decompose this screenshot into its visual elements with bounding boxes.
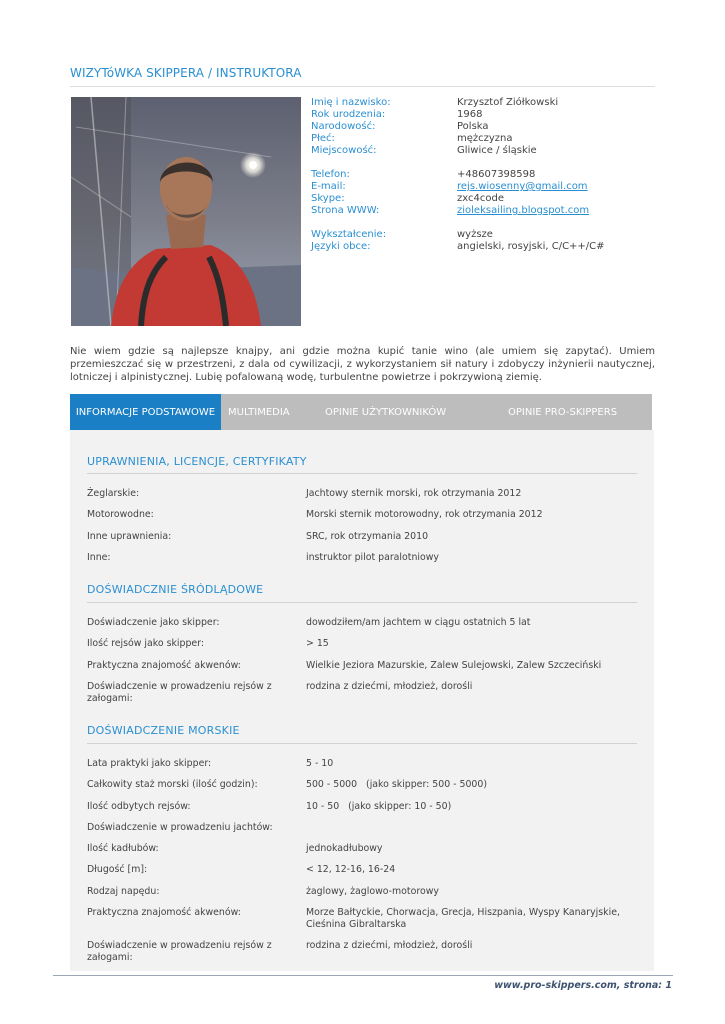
bio-text: Nie wiem gdzie są najlepsze knajpy, ani gdzie można kupić tanie wino (ale umiem się zapytać). Umiem przemieszczać się w przestrzeni, z dala od cywilizacji, z wykorzystaniem sił natury i zdobyczy inżynierii nautycznej, lotniczej i alpinistycznej. Lubię pofalowaną wodę, turbulentne powietrze i pokrzywioną ziemię. [70,346,655,383]
detail-label: Lata praktyki jako skipper: [87,758,212,769]
detail-label: Inne: [87,551,111,563]
detail-label: Żeglarskie: [87,488,140,499]
detail-row [87,843,637,864]
detail-value: 500 - 5000 (jako skipper: 500 - 5000) [306,779,488,791]
info-label: Wykształcenie: [311,229,387,240]
detail-row [87,801,637,822]
detail-label: Doświadczenie w prowadzeniu jachtów: [87,821,273,833]
sea-experience-list [87,758,637,973]
info-row-nationality [311,121,656,133]
section-divider [87,743,637,744]
detail-label: Doświadczenie jako skipper: [87,617,220,628]
tab-basic-info[interactable]: INFORMACJE PODSTAWOWE [70,394,221,430]
info-row-email [311,181,656,193]
detail-value: Jachtowy sternik morski, rok otrzymania 2012 [306,488,522,499]
basic-info-panel [70,430,654,971]
detail-label: Ilość rejsów jako skipper: [87,638,205,650]
detail-value: > 15 [306,638,329,650]
tab-multimedia[interactable]: MULTIMEDIA [228,407,290,418]
website-link[interactable]: zioleksailing.blogspot.com [457,205,590,216]
spacer [311,217,656,229]
detail-row [87,907,637,940]
email-link[interactable]: rejs.wiosenny@gmail.com [457,181,588,192]
info-row-name [311,97,656,109]
detail-value: rodzina z dziećmi, młodzież, dorośli [306,680,473,692]
info-label: Imię i nazwisko: [311,97,391,108]
detail-value: żaglowy, żaglowo-motorowy [306,885,439,897]
info-value: +48607398598 [457,169,536,180]
info-value: mężczyzna [457,133,513,144]
tab-bar [70,394,652,430]
info-row-languages [311,241,656,253]
info-value: wyższe [457,229,493,240]
section-divider [87,473,637,474]
detail-value: 10 - 50 (jako skipper: 10 - 50) [306,800,452,812]
detail-row [87,758,637,779]
detail-label: Doświadczenie w prowadzeniu rejsów z załogami: [87,940,272,964]
detail-value: SRC, rok otrzymania 2010 [306,530,429,542]
detail-label: Praktyczna znajomość akwenów: [87,907,241,919]
inland-experience-list [87,617,637,714]
info-value: zxc4code [457,193,504,204]
tab-pro-skippers-reviews[interactable]: OPINIE PRO-SKIPPERS [508,407,618,418]
detail-value: Wielkie Jeziora Mazurskie, Zalew Sulejowski, Zalew Szczeciński [306,659,602,671]
tab-user-reviews[interactable]: OPINIE UŻYTKOWNIKÓW [325,407,447,418]
section-divider [87,602,637,603]
footer-divider [53,975,673,976]
detail-value [306,822,637,843]
info-value: Krzysztof Ziółkowski [457,97,559,108]
detail-label: Ilość odbytych rejsów: [87,800,191,812]
info-row-phone [311,169,656,181]
info-label: Telefon: [311,169,350,180]
licenses-list [87,488,637,573]
info-value: Gliwice / śląskie [457,145,537,156]
detail-label: Praktyczna znajomość akwenów: [87,659,241,671]
detail-row [87,822,637,843]
detail-row [87,779,637,800]
page-footer: www.pro-skippers.com, strona: 1 [494,980,672,991]
detail-label: Rodzaj napędu: [87,885,160,897]
spacer [311,157,656,169]
detail-value: Morze Bałtyckie, Chorwacja, Grecja, Hiszpania, Wyspy Kanaryjskie, Cieśnina Gibraltarska [306,907,620,931]
detail-row [87,488,637,509]
section-title: DOŚWIADCZENIE MORSKIE [87,724,240,737]
detail-row [87,509,637,530]
detail-row [87,886,637,907]
detail-row [87,660,637,681]
detail-row [87,681,637,714]
detail-value: < 12, 12-16, 16-24 [306,864,396,876]
info-label: Narodowość: [311,121,376,132]
detail-label: Doświadczenie w prowadzeniu rejsów z załogami: [87,680,272,704]
detail-row [87,864,637,885]
info-label: Skype: [311,193,345,204]
detail-label: Długość [m]: [87,864,148,876]
detail-row [87,638,637,659]
info-value: 1968 [457,109,483,120]
detail-label: Ilość kadłubów: [87,843,159,855]
detail-row [87,617,637,638]
info-value: angielski, rosyjski, C/C++/C# [457,241,605,252]
detail-row [87,940,637,973]
detail-value: dowodziłem/am jachtem w ciągu ostatnich 5 lat [306,617,531,628]
info-label: Miejscowość: [311,145,377,156]
skipper-photo [71,97,301,326]
info-value: Polska [457,121,489,132]
info-label: Strona WWW: [311,205,380,216]
info-label: Rok urodzenia: [311,109,386,120]
detail-label: Motorowodne: [87,509,154,521]
title-divider [70,86,655,87]
info-row-city [311,145,656,157]
profile-info [311,97,656,253]
section-title: DOŚWIADCZNIE ŚRÓDLĄDOWE [87,583,264,596]
detail-value: 5 - 10 [306,758,334,769]
section-title: UPRAWNIENIA, LICENCJE, CERTYFIKATY [87,455,307,468]
detail-row [87,531,637,552]
info-label: Języki obce: [311,241,371,252]
detail-value: Morski sternik motorowodny, rok otrzymania 2012 [306,509,543,521]
info-label: E-mail: [311,181,346,192]
detail-value: instruktor pilot paralotniowy [306,551,439,563]
info-row-gender [311,133,656,145]
info-row-website [311,205,656,217]
info-row-skype [311,193,656,205]
detail-value: rodzina z dziećmi, młodzież, dorośli [306,940,473,952]
detail-row [87,552,637,573]
info-row-birth-year [311,109,656,121]
info-label: Płeć: [311,133,335,144]
page-title: WIZYTóWKA SKIPPERA / INSTRUKTORA [70,66,302,80]
info-row-education [311,229,656,241]
detail-value: jednokadłubowy [306,843,383,855]
detail-label: Inne uprawnienia: [87,530,172,542]
detail-label: Całkowity staż morski (ilość godzin): [87,779,258,791]
